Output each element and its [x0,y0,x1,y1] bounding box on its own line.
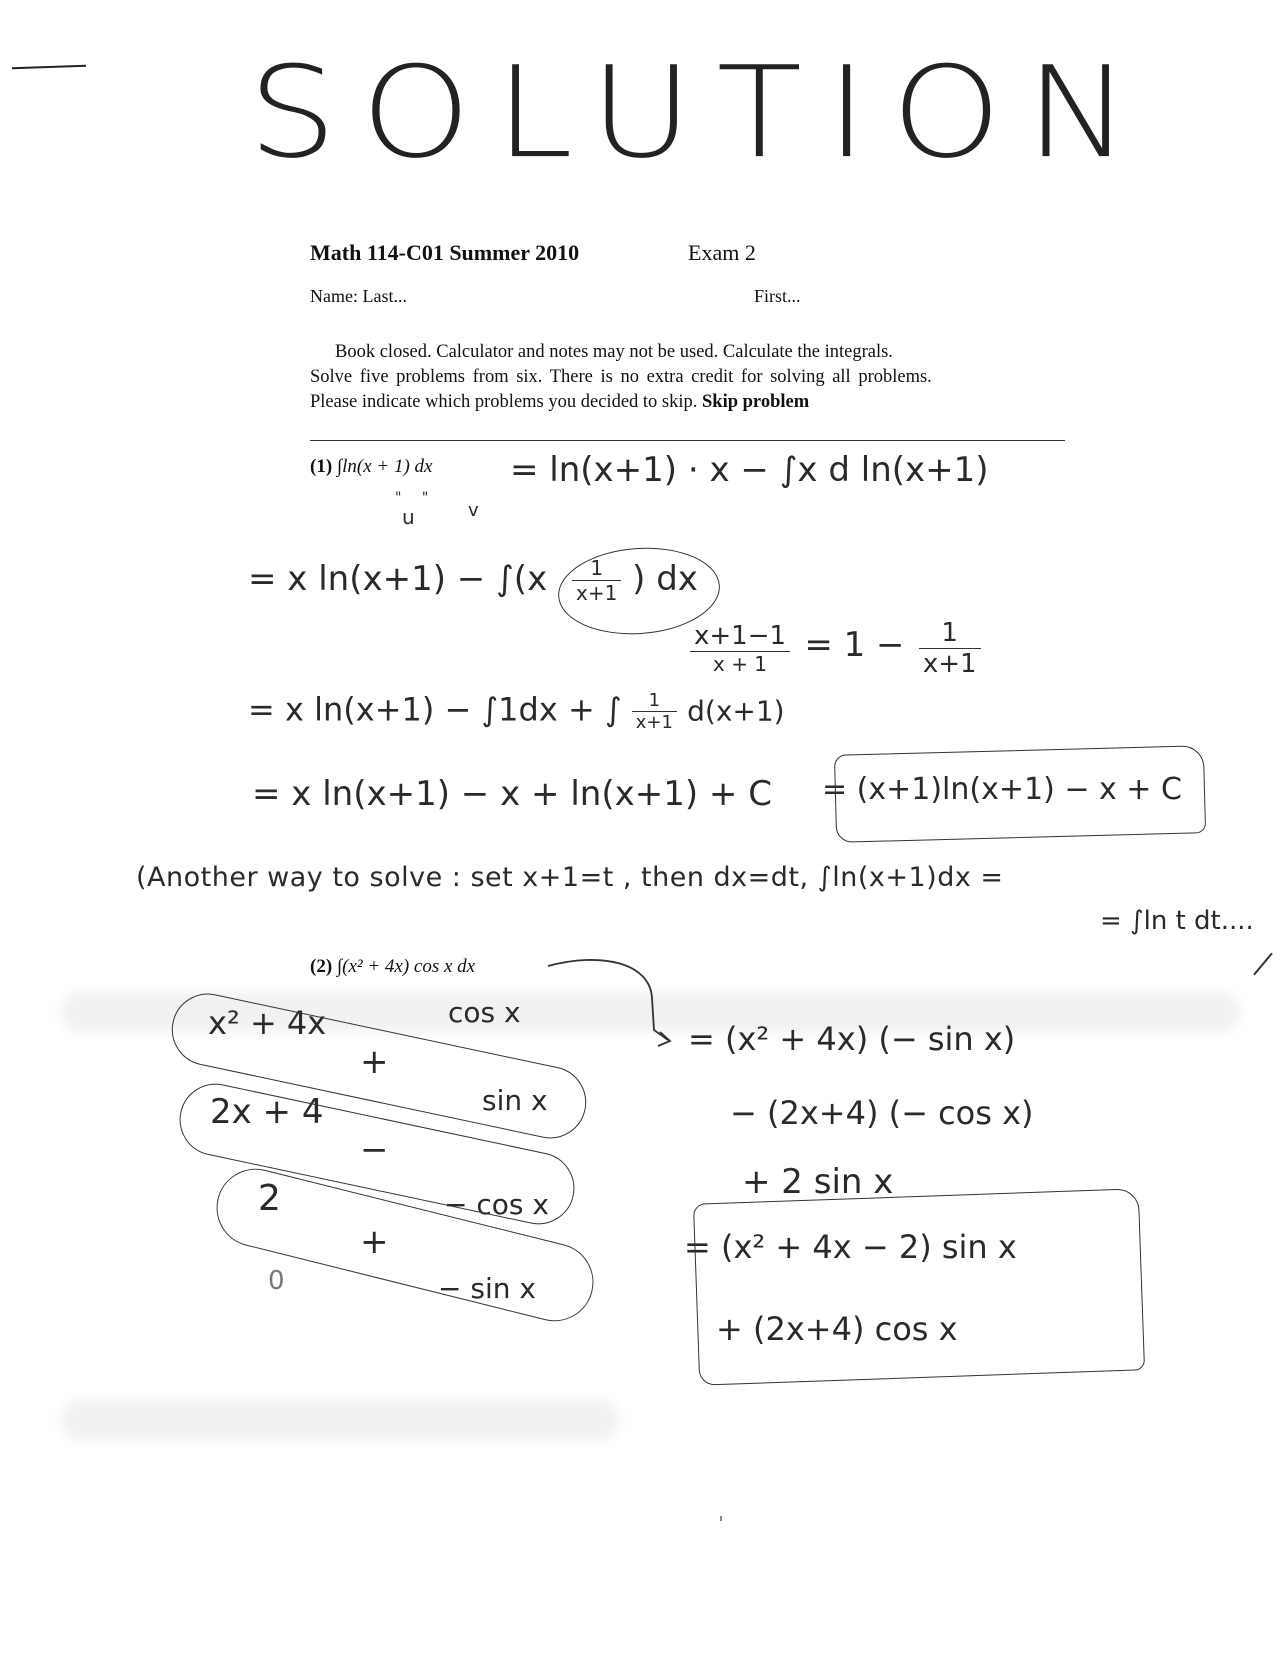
course-title: Math 114-C01 Summer 2010 [310,240,580,265]
p2-result-line-3: + 2 sin x [742,1162,894,1202]
problem-2-integral: ∫(x² + 4x) cos x dx [336,956,476,977]
p1-side-equals: = 1 − [804,625,905,665]
p2-left-row-3: 2 [258,1178,281,1219]
exam-title: Exam 2 [688,240,756,265]
p1-step-2-left: = x ln(x+1) − ∫(x [248,559,548,599]
p1-step-2-right: ) dx [632,559,698,599]
problem-1-label: (1) [310,456,333,477]
p1-another-way: (Another way to solve : set x+1=t , then dx=dt, ∫ln(x+1)dx = [136,862,1004,893]
p2-sign-2: − [360,1130,389,1170]
p2-sign-1: + [360,1042,389,1082]
p2-answer-line-1: = (x² + 4x − 2) sin x [684,1228,1017,1266]
p2-answer-box [693,1188,1145,1385]
p2-right-row-1: cos x [448,996,521,1029]
p2-right-row-4: − sin x [438,1272,536,1305]
p2-left-row-4: 0 [268,1266,285,1296]
u-mark: u [402,505,415,529]
paper-speck [720,1516,722,1521]
p1-answer: = (x+1)ln(x+1) − x + C [822,772,1182,807]
p2-result-line-2: − (2x+4) (− cos x) [730,1094,1034,1132]
p1-step-3-main: = x ln(x+1) − ∫1dx + ∫ [248,690,622,729]
instructions-line-3-text: Please indicate which problems you decided to skip. [310,392,698,412]
p1-step-3-frac-num: 1 [632,690,677,712]
p1-another-way-2: = ∫ln t dt.... [1100,906,1254,936]
p1-step-1: = ln(x+1) · x − ∫x d ln(x+1) [510,450,989,490]
instructions-line-1: Book closed. Calculator and notes may not be used. Calculate the integrals. [335,342,893,362]
solution-heading: SOLUTION [248,40,1155,187]
p2-sign-3: + [360,1222,389,1262]
v-mark: v [468,500,479,521]
name-first-field: First... [754,286,801,306]
p1-step-2-frac-num: 1 [572,556,621,581]
p1-side-frac2-den: x+1 [922,649,977,679]
p2-left-row-1: x² + 4x [208,1004,327,1042]
p1-side-frac2-num: 1 [919,618,981,649]
problem-1-integral: ∫ln(x + 1) dx [336,456,433,477]
p2-right-row-3: − cos x [444,1188,549,1221]
u-equals-marks: " " [395,490,437,506]
instructions-line-2: Solve five problems from six. There is no extra credit for solving all problems. [310,367,932,387]
p1-side-frac-den: x + 1 [713,652,768,676]
p1-side-frac-num: x+1−1 [690,621,790,652]
p2-right-row-2: sin x [482,1084,548,1117]
p1-step-4: = x ln(x+1) − x + ln(x+1) + C [252,774,772,814]
p1-step-2-frac-den: x+1 [576,581,618,605]
p2-left-row-2: 2x + 4 [210,1092,324,1132]
name-last-field: Name: Last... [310,286,407,306]
p1-step-3-frac-den: x+1 [635,712,673,733]
problem-2-label: (2) [310,956,333,977]
skip-problem-label: Skip problem [702,392,810,412]
p1-step-3-tail: d(x+1) [687,694,785,728]
p2-result-line-1: = (x² + 4x) (− sin x) [688,1020,1016,1058]
p2-answer-line-2: + (2x+4) cos x [716,1310,958,1348]
